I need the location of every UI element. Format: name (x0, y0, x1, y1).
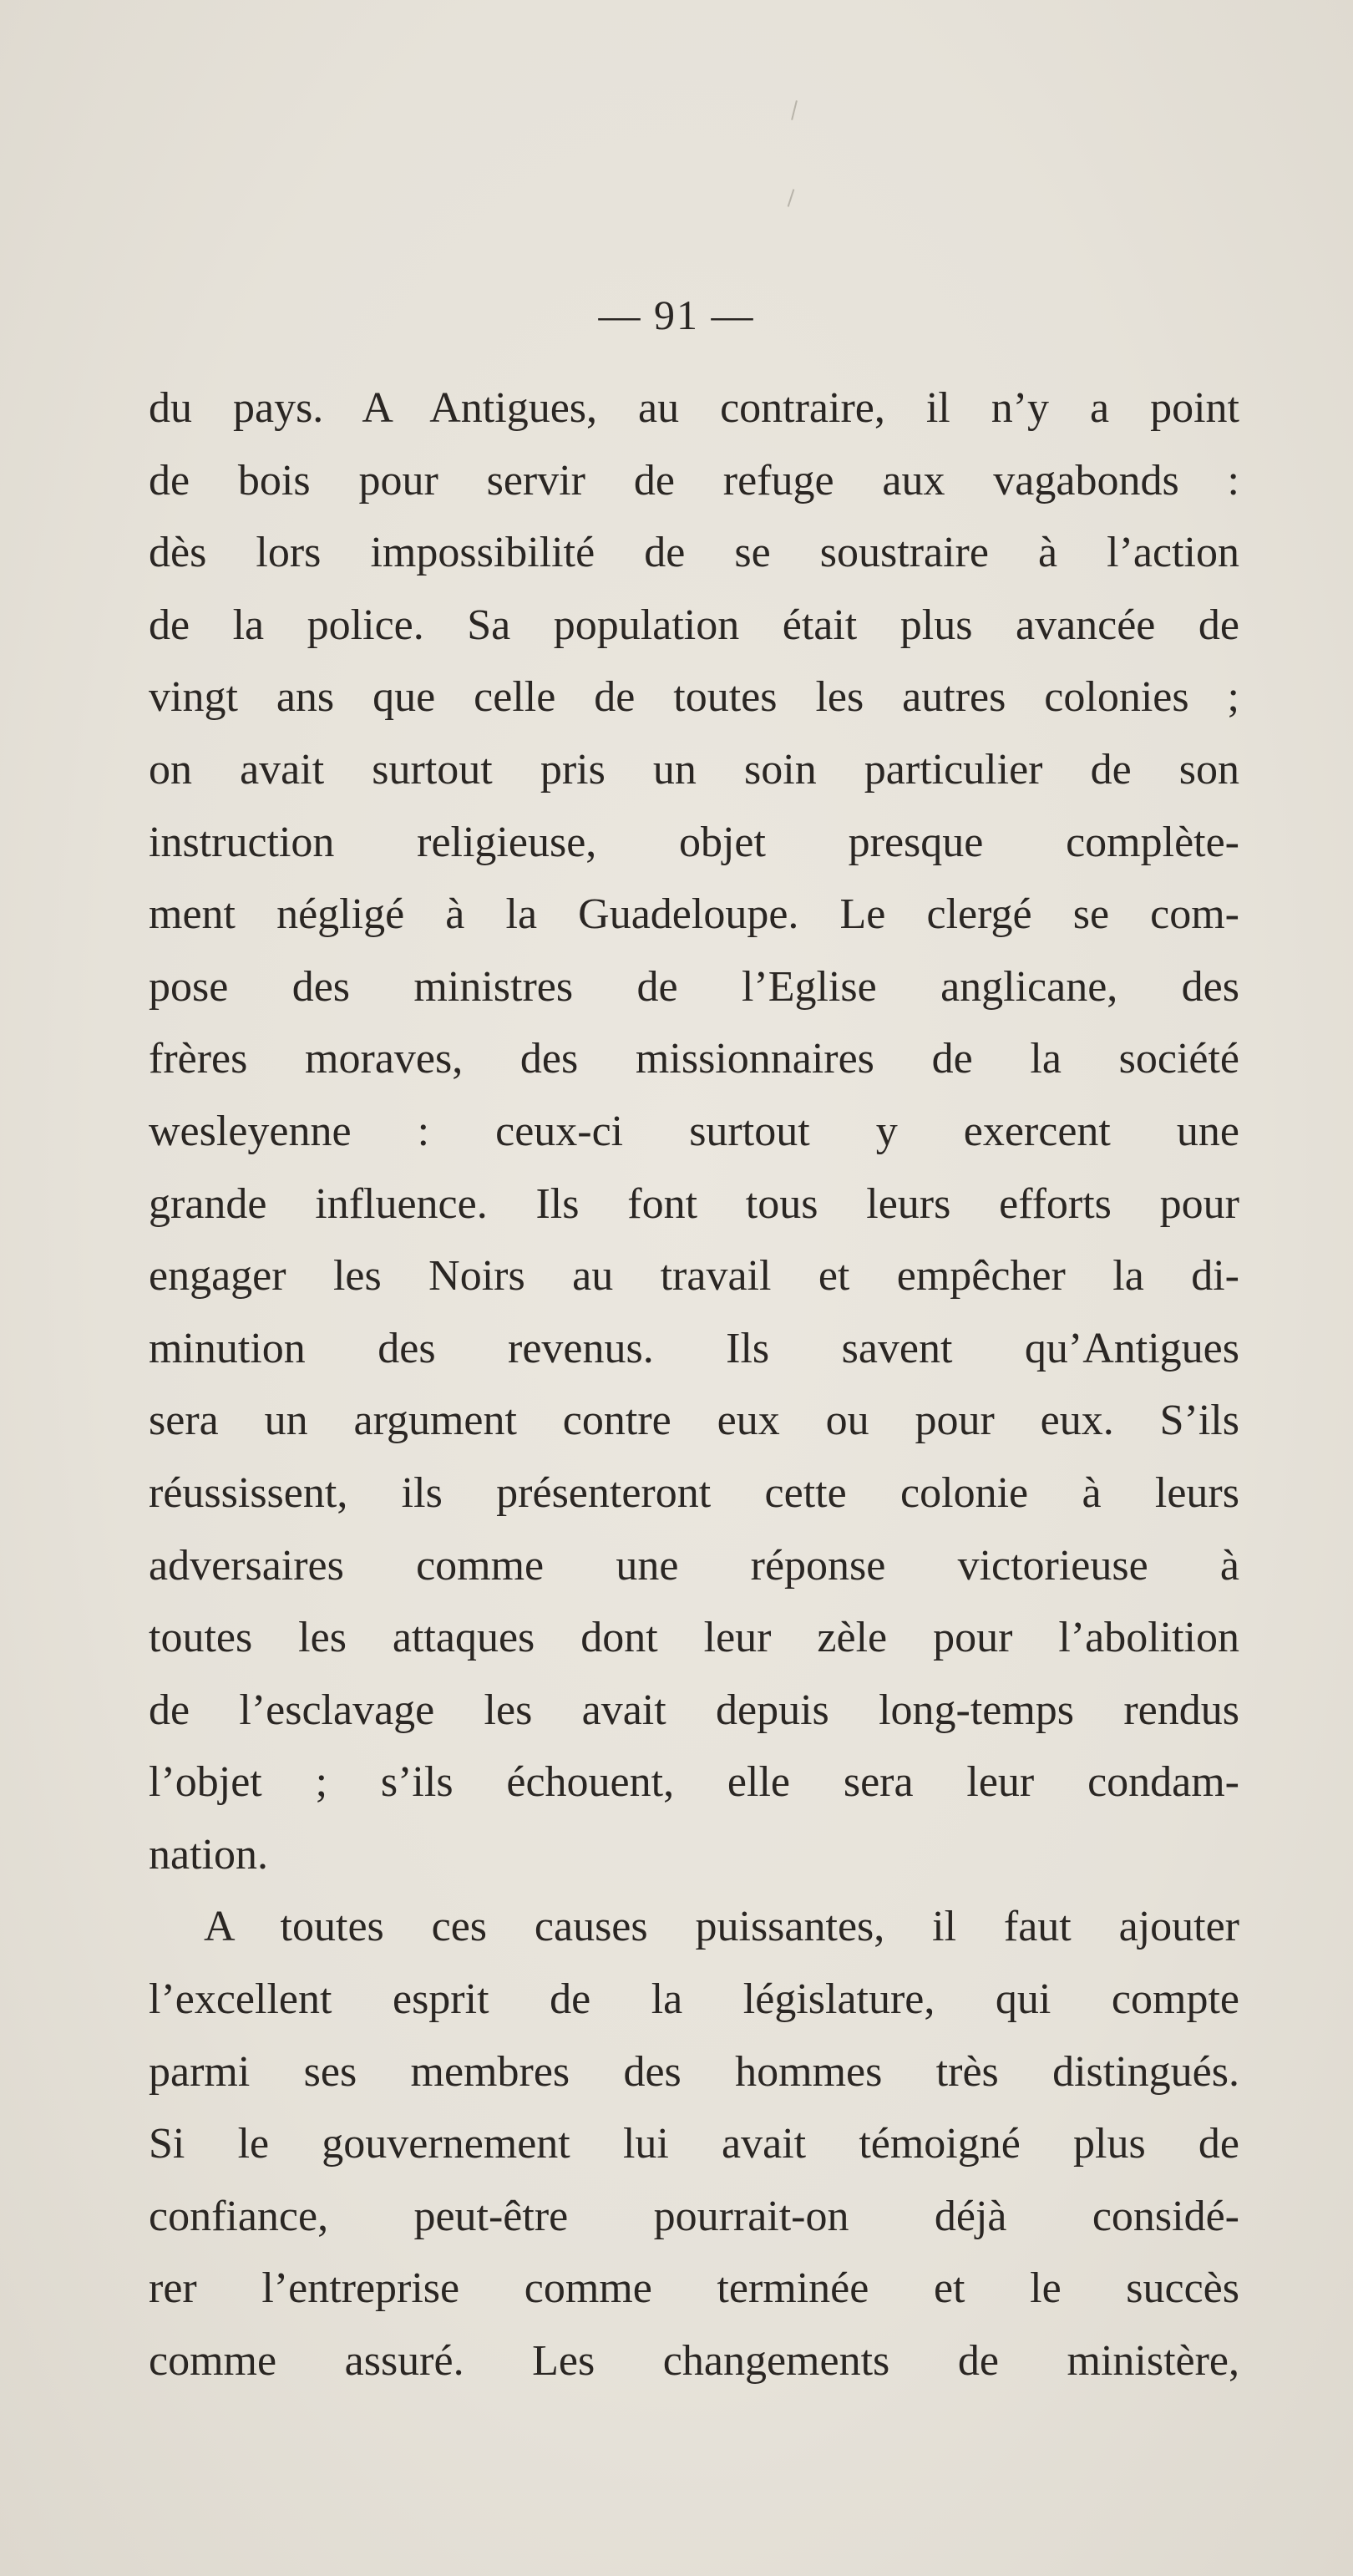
text-line: engager les Noirs au travail et empêcher la di- (149, 1252, 1239, 1301)
text-line: adversaires comme une réponse victorieuse à (149, 1541, 1239, 1590)
text-line: l’excellent esprit de la législature, qui compte (149, 1975, 1239, 2024)
stray-mark (788, 189, 795, 207)
text-line: toutes les attaques dont leur zèle pour l’abolition (149, 1614, 1239, 1662)
text-line: pose des ministres de l’Eglise anglicane, des (149, 962, 1239, 1011)
text-line: parmi ses membres des hommes très distingués. (149, 2047, 1239, 2096)
text-line: l’objet ; s’ils échouent, elle sera leur condam- (149, 1758, 1239, 1807)
text-line: vingt ans que celle de toutes les autres colonies ; (149, 673, 1239, 722)
text-line: rer l’entreprise comme terminée et le succès (149, 2264, 1239, 2313)
text-line: Si le gouvernement lui avait témoigné plus de (149, 2120, 1239, 2168)
text-line: de la police. Sa population était plus avancée de (149, 601, 1239, 649)
text-line: ment négligé à la Guadeloupe. Le clergé se com- (149, 890, 1239, 939)
text-line: dès lors impossibilité de se soustraire à l’action (149, 529, 1239, 577)
paragraph-end-line: nation. (149, 1830, 268, 1879)
text-line: du pays. A Antigues, au contraire, il n’y a point (149, 384, 1239, 432)
text-line: de bois pour servir de refuge aux vagabonds : (149, 456, 1239, 505)
body-text (149, 373, 1239, 2398)
page-number-header: — 91 — (598, 292, 755, 338)
text-line: sera un argument contre eux ou pour eux. S’ils (149, 1397, 1239, 1445)
text-line: comme assuré. Les changements de ministère, (149, 2337, 1239, 2386)
text-line: wesleyenne : ceux-ci surtout y exercent une (149, 1107, 1239, 1155)
text-line: confiance, peut-être pourrait-on déjà considé- (149, 2192, 1239, 2240)
text-line: réussissent, ils présenteront cette colonie à leurs (149, 1468, 1239, 1517)
stray-mark (791, 100, 798, 120)
text-line: grande influence. Ils font tous leurs efforts pour (149, 1179, 1239, 1228)
text-line: frères moraves, des missionnaires de la société (149, 1035, 1239, 1083)
paragraph-start-line: A toutes ces causes puissantes, il faut ajouter (204, 1903, 1239, 1951)
text-line: de l’esclavage les avait depuis long-temps rendus (149, 1686, 1239, 1734)
text-line: minution des revenus. Ils savent qu’Antigues (149, 1324, 1239, 1372)
text-line: instruction religieuse, objet presque complète- (149, 818, 1239, 866)
text-line: on avait surtout pris un soin particulier de son (149, 745, 1239, 794)
